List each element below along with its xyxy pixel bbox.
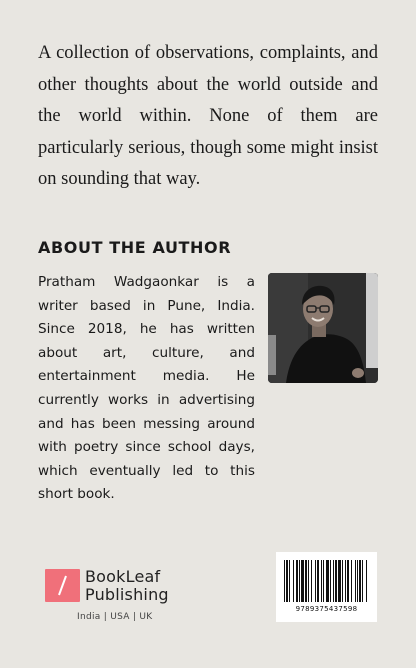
barcode-bar <box>323 560 324 602</box>
barcode-bar <box>289 560 290 602</box>
barcode-bar <box>347 560 349 602</box>
barcode-bar <box>305 560 307 602</box>
barcode-bar <box>326 560 329 602</box>
publisher-logo <box>45 567 185 627</box>
author-photo-image <box>268 273 378 383</box>
barcode-bars <box>276 552 377 604</box>
barcode-bar <box>362 560 363 602</box>
barcode-bar <box>359 560 361 602</box>
author-bio: Pratham Wadgaonkar is a writer based in Pune, India. Since 2018, he has written about art, culture, and entertainment media. He currently works in advertising and has been messing around with poetry since school days, which eventually led to this short book. <box>38 274 255 503</box>
barcode-bar <box>301 560 304 602</box>
barcode <box>276 552 377 622</box>
barcode-bar <box>366 560 367 602</box>
author-photo <box>268 273 378 383</box>
book-blurb: A collection of observations, complaints, and other thoughts about the world outside and the world within. None of them are particularly serious, though some might insist on sounding that way. <box>38 43 378 189</box>
barcode-bar <box>296 560 298 602</box>
barcode-bar <box>284 560 285 602</box>
barcode-bar <box>286 560 288 602</box>
barcode-bar <box>333 560 334 602</box>
barcode-bar <box>299 560 300 602</box>
publisher-mark <box>45 569 80 602</box>
barcode-bar <box>317 560 319 602</box>
barcode-bar <box>351 560 352 602</box>
barcode-bar <box>338 560 341 602</box>
barcode-bar <box>330 560 331 602</box>
slash-icon <box>45 569 80 602</box>
about-author-heading: ABOUT THE AUTHOR <box>38 238 232 257</box>
barcode-bar <box>355 560 356 602</box>
publisher-regions: India | USA | UK <box>77 612 153 622</box>
barcode-bar <box>342 560 343 602</box>
publisher-name-line1: BookLeaf <box>85 567 161 586</box>
barcode-bar <box>293 560 294 602</box>
barcode-bar <box>308 560 309 602</box>
barcode-bar <box>357 560 358 602</box>
barcode-bar <box>311 560 312 602</box>
barcode-bar <box>315 560 316 602</box>
isbn-number: 9789375437598 <box>295 605 358 613</box>
barcode-bar <box>335 560 337 602</box>
barcode-bar <box>321 560 322 602</box>
barcode-bar <box>345 560 346 602</box>
publisher-name-line2: Publishing <box>85 585 169 604</box>
